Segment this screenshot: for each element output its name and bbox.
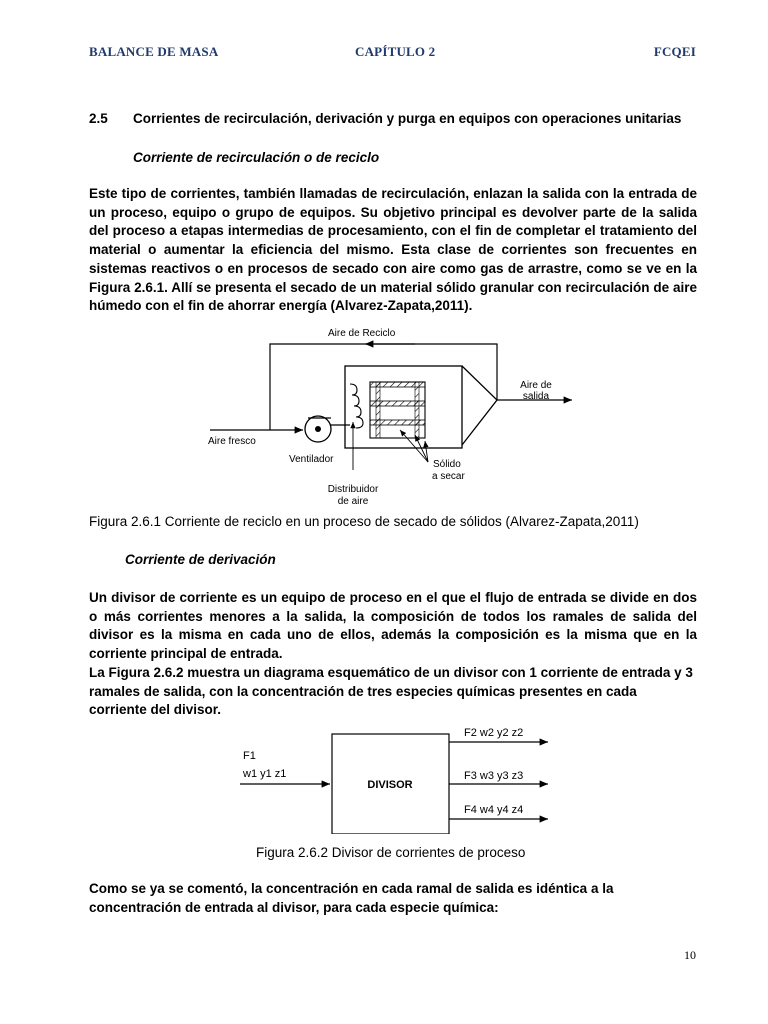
label-distribuidor-1: Distribuidor	[327, 484, 379, 495]
outlet-f2-label: F2 w2 y2 z2	[464, 727, 524, 739]
section-number: 2.5	[89, 111, 108, 126]
header-left: BALANCE DE MASA	[89, 44, 219, 59]
inlet-label-1: F1	[243, 750, 256, 762]
outlet-f3-label: F3 w3 y3 z3	[464, 770, 524, 782]
closing-paragraph-text: Como se ya se comentó, la concentración en cada ramal de salida es idéntica a la concentración de entrada al divisor, para cada especie química:	[89, 881, 614, 915]
header-right: FCQEI	[653, 44, 696, 59]
label-solido-2: a secar	[432, 471, 465, 482]
closing-paragraph	[89, 880, 697, 917]
reciclo-heading: Corriente de recirculación o de reciclo	[133, 150, 380, 165]
label-ventilador: Ventilador	[289, 454, 334, 465]
derivacion-paragraph-1: Un divisor de corriente es un equipo de proceso en el que el flujo de entrada se divide en dos o más corrientes menores a la salida, la composición de todos los ramales de salida del divisor es la misma en cada uno de ellos, además la composición es la misma que en la corriente principal de entrada.	[89, 590, 697, 662]
section-title: Corrientes de recirculación, derivación y purga en equipos con operaciones unitarias	[133, 111, 682, 126]
inlet-label-2: w1 y1 z1	[243, 768, 287, 780]
derivacion-paragraph	[89, 589, 697, 720]
reciclo-paragraph	[89, 185, 697, 316]
label-distribuidor-2: de aire	[337, 496, 369, 507]
dryer-cone	[462, 366, 497, 445]
derivacion-heading: Corriente de derivación	[125, 552, 276, 567]
outlet-f4-label: F4 w4 y4 z4	[464, 804, 524, 816]
dryer-body	[345, 366, 462, 448]
derivacion-paragraph-2: La Figura 2.6.2 muestra un diagrama esquemático de un divisor con 1 corriente de entrada y 3 ramales de salida, con la concentración de tres especies químicas presentes en cada corriente del divisor.	[89, 664, 693, 718]
figure1-caption: Figura 2.6.1 Corriente de reciclo en un proceso de secado de sólidos (Alvarez-Zapata,2011)	[89, 514, 639, 529]
label-aire-reciclo: Aire de Reciclo	[328, 328, 396, 339]
reciclo-paragraph-text: Este tipo de corrientes, también llamadas de recirculación, enlazan la salida con la entrada de un proceso, equipo o grupo de equipos. Su objetivo principal es devolver parte de la salida del proceso a etapas intermedias de procesamiento, con el fin de completar el tratamiento del material o aumentar la eficiencia del mismo. Esta clase de corrientes son frecuentes en sistemas reactivos o en procesos de secado con aire como gas de arrastre, como se ve en la Figura 2.6.1. Allí se presenta el secado de un material sólido granular con recirculación de aire húmedo con el fin de ahorrar energía (Alvarez-Zapata,2011).	[89, 186, 697, 314]
divisor-label: DIVISOR	[367, 779, 413, 791]
air-distributor	[350, 384, 363, 428]
label-solido-1: Sólido	[433, 459, 461, 470]
label-aire-fresco: Aire fresco	[208, 436, 256, 447]
header-center: CAPÍTULO 2	[355, 44, 436, 59]
figure-recycle-diagram	[200, 322, 580, 512]
figure2-caption: Figura 2.6.2 Divisor de corrientes de proceso	[256, 845, 526, 860]
label-aire-salida-1: Aire de	[520, 380, 552, 391]
page-number: 10	[684, 948, 696, 962]
label-aire-salida-2: salida	[522, 391, 550, 402]
figure-divisor-diagram	[230, 722, 560, 834]
